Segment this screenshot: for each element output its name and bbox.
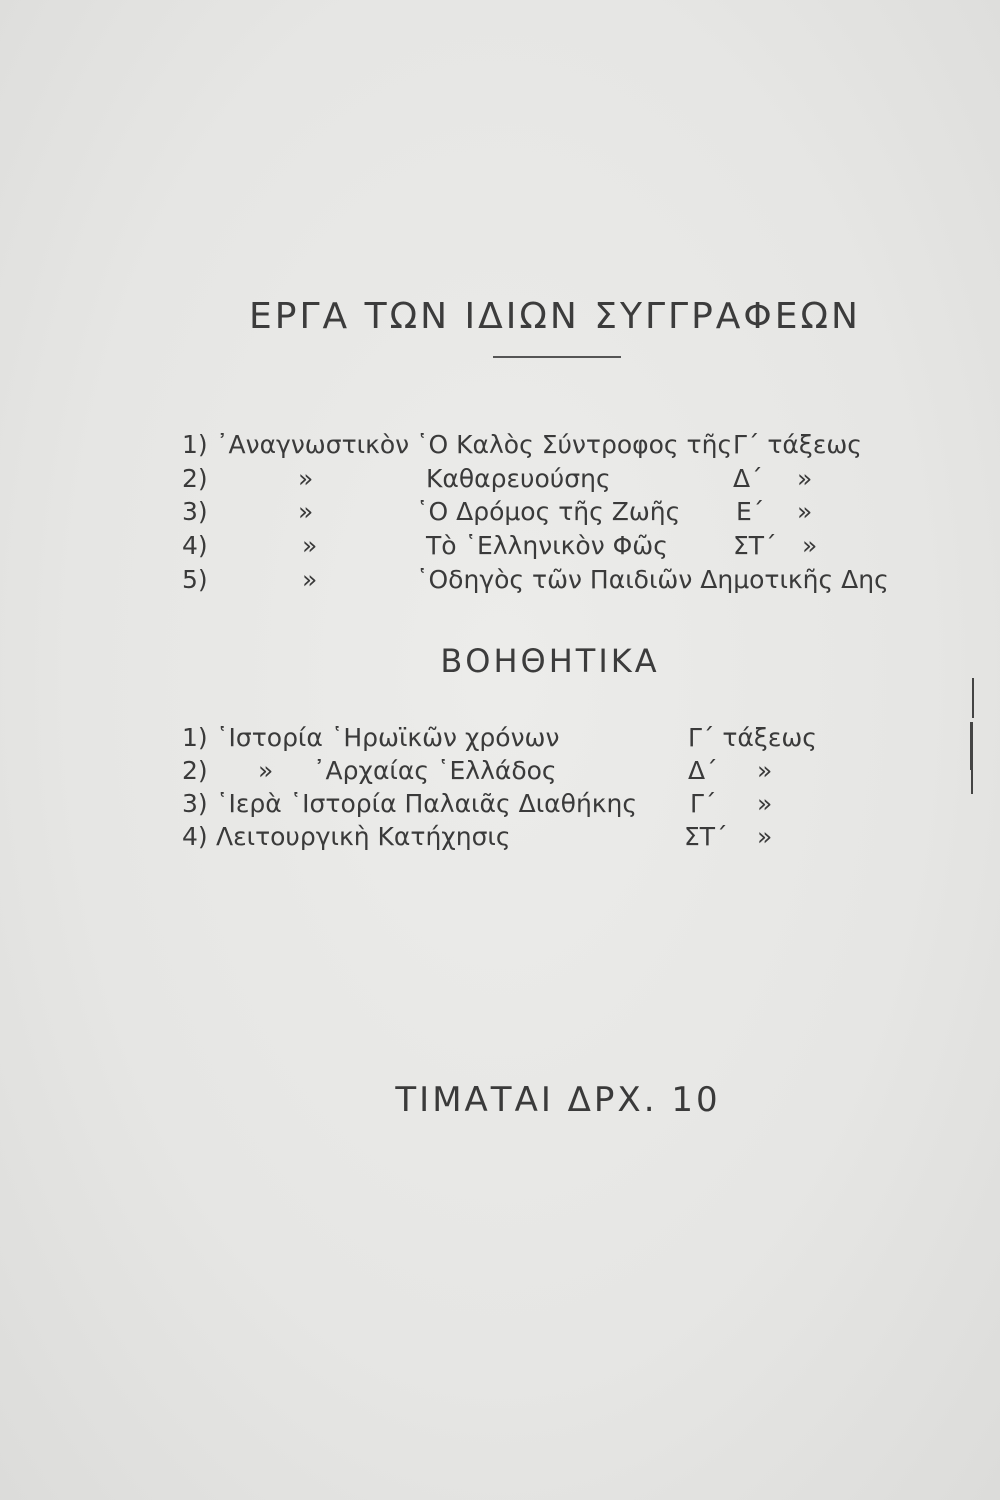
scan-edge-mark xyxy=(971,770,973,794)
work-number: 1) xyxy=(182,430,208,459)
aid-number: 3) xyxy=(182,789,208,818)
work-type: ᾿Αναγνωστικὸν xyxy=(216,430,410,459)
work-type: » xyxy=(302,531,318,560)
work-title: Καθαρευούσης xyxy=(426,464,611,493)
work-grade: Γ΄ τάξεως xyxy=(733,430,862,459)
page-title: ΕΡΓΑ ΤΩΝ ΙΔΙΩΝ ΣΥΓΓΡΑΦΕΩΝ xyxy=(249,296,861,337)
section-title-aids: ΒΟΗΘΗΤΙΚΑ xyxy=(440,642,660,680)
work-grade: Ε΄ xyxy=(736,497,765,526)
aid-number: 1) xyxy=(182,723,208,752)
scan-edge-mark xyxy=(970,722,973,770)
work-type: » xyxy=(298,464,314,493)
work-type: » xyxy=(302,565,318,594)
aid-title: » ᾿Αρχαίας ῾Ελλάδος xyxy=(258,756,557,785)
work-number: 3) xyxy=(182,497,208,526)
aid-ditto-mark: » xyxy=(757,789,773,818)
aid-title: ῾Ιστορία ῾Ηρωϊκῶν χρόνων xyxy=(216,723,560,752)
aid-number: 2) xyxy=(182,756,208,785)
work-number: 2) xyxy=(182,464,208,493)
work-title: Τὸ ῾Ελληνικὸν Φῶς xyxy=(426,531,668,560)
work-number: 4) xyxy=(182,531,208,560)
aid-title: ῾Ιερὰ ῾Ιστορία Παλαιᾶς Διαθήκης xyxy=(216,789,638,818)
work-grade: Δ΄ xyxy=(733,464,763,493)
scan-edge-mark xyxy=(972,678,974,718)
work-title: ῾Ο Δρόμος τῆς Ζωῆς xyxy=(416,497,681,526)
aid-title: Λειτουργικὴ Κατήχησις xyxy=(216,822,511,851)
work-ditto-mark: » xyxy=(797,464,813,493)
work-ditto-mark: » xyxy=(797,497,813,526)
aid-grade: ΣΤ΄ xyxy=(684,822,728,851)
work-title: ῾Οδηγὸς τῶν Παιδιῶν Δημοτικῆς Δης xyxy=(416,565,889,594)
aid-number: 4) xyxy=(182,822,208,851)
work-title: ῾Ο Καλὸς Σύντροφος τῆς xyxy=(416,430,733,459)
aid-ditto-mark: » xyxy=(757,756,773,785)
work-number: 5) xyxy=(182,565,208,594)
work-ditto-mark: » xyxy=(802,531,818,560)
aid-grade: Γ΄ τάξεως xyxy=(688,723,817,752)
work-grade: ΣΤ΄ xyxy=(733,531,777,560)
aid-ditto-mark: » xyxy=(757,822,773,851)
aid-grade: Γ΄ xyxy=(690,789,717,818)
title-divider xyxy=(493,356,621,358)
price-label: ΤΙΜΑΤΑΙ ΔΡΧ. 10 xyxy=(395,1080,721,1120)
work-type: » xyxy=(298,497,314,526)
aid-grade: Δ΄ xyxy=(688,756,718,785)
